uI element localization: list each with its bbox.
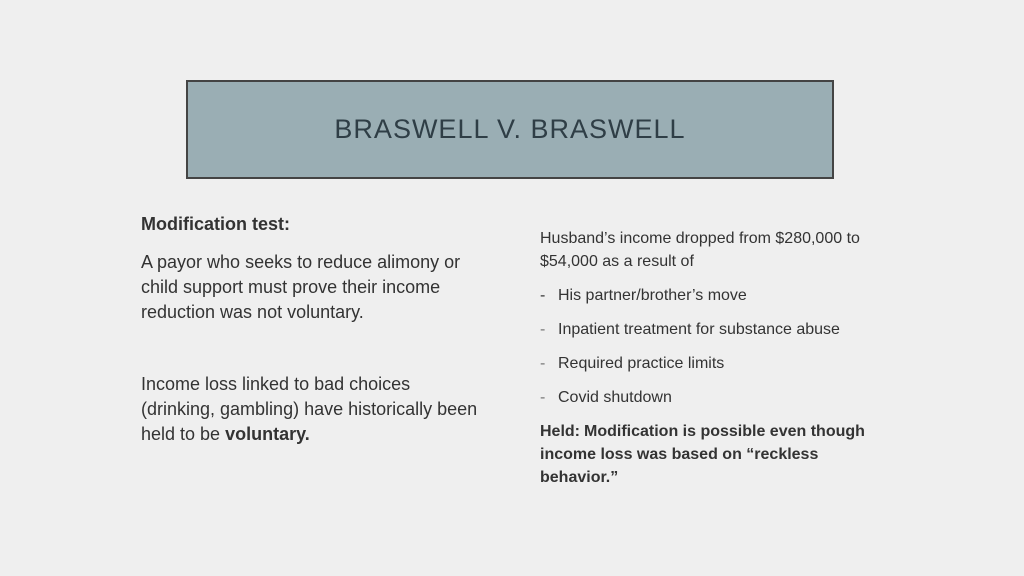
held-label: Held: (540, 423, 580, 440)
list-item (540, 318, 880, 341)
list-item (540, 284, 880, 307)
list-item (540, 352, 880, 375)
modification-test-heading: Modification test: (141, 214, 290, 234)
slide-title: BRASWELL V. BRASWELL (334, 114, 686, 144)
held-text: Modification is possible even though income loss was based on “reckless behavior.” (540, 423, 865, 486)
modification-test-text: A payor who seeks to reduce alimony or child support must prove their income reduction was not voluntary. (141, 252, 461, 322)
list-item-text: Inpatient treatment for substance abuse (558, 321, 840, 338)
cause-list (540, 284, 880, 409)
dash-bullet-icon: - (540, 287, 546, 304)
dash-bullet-icon: - (540, 321, 546, 338)
income-loss-text: Income loss linked to bad choices (drinking, gambling) have historically been held to be (141, 374, 478, 444)
left-column (141, 212, 486, 447)
dash-bullet-icon: - (540, 389, 546, 406)
holding-statement (540, 420, 880, 489)
husband-income-intro: Husband’s income dropped from $280,000 to $54,000 as a result of (540, 230, 860, 270)
list-item-text: Covid shutdown (558, 389, 672, 406)
voluntary-bold-text: voluntary. (225, 424, 310, 444)
list-item (540, 386, 880, 409)
income-loss-paragraph (141, 372, 486, 447)
right-column (540, 227, 880, 489)
title-box (186, 80, 834, 179)
list-item-text: His partner/brother’s move (558, 287, 747, 304)
dash-bullet-icon: - (540, 355, 546, 372)
list-item-text: Required practice limits (558, 355, 725, 372)
